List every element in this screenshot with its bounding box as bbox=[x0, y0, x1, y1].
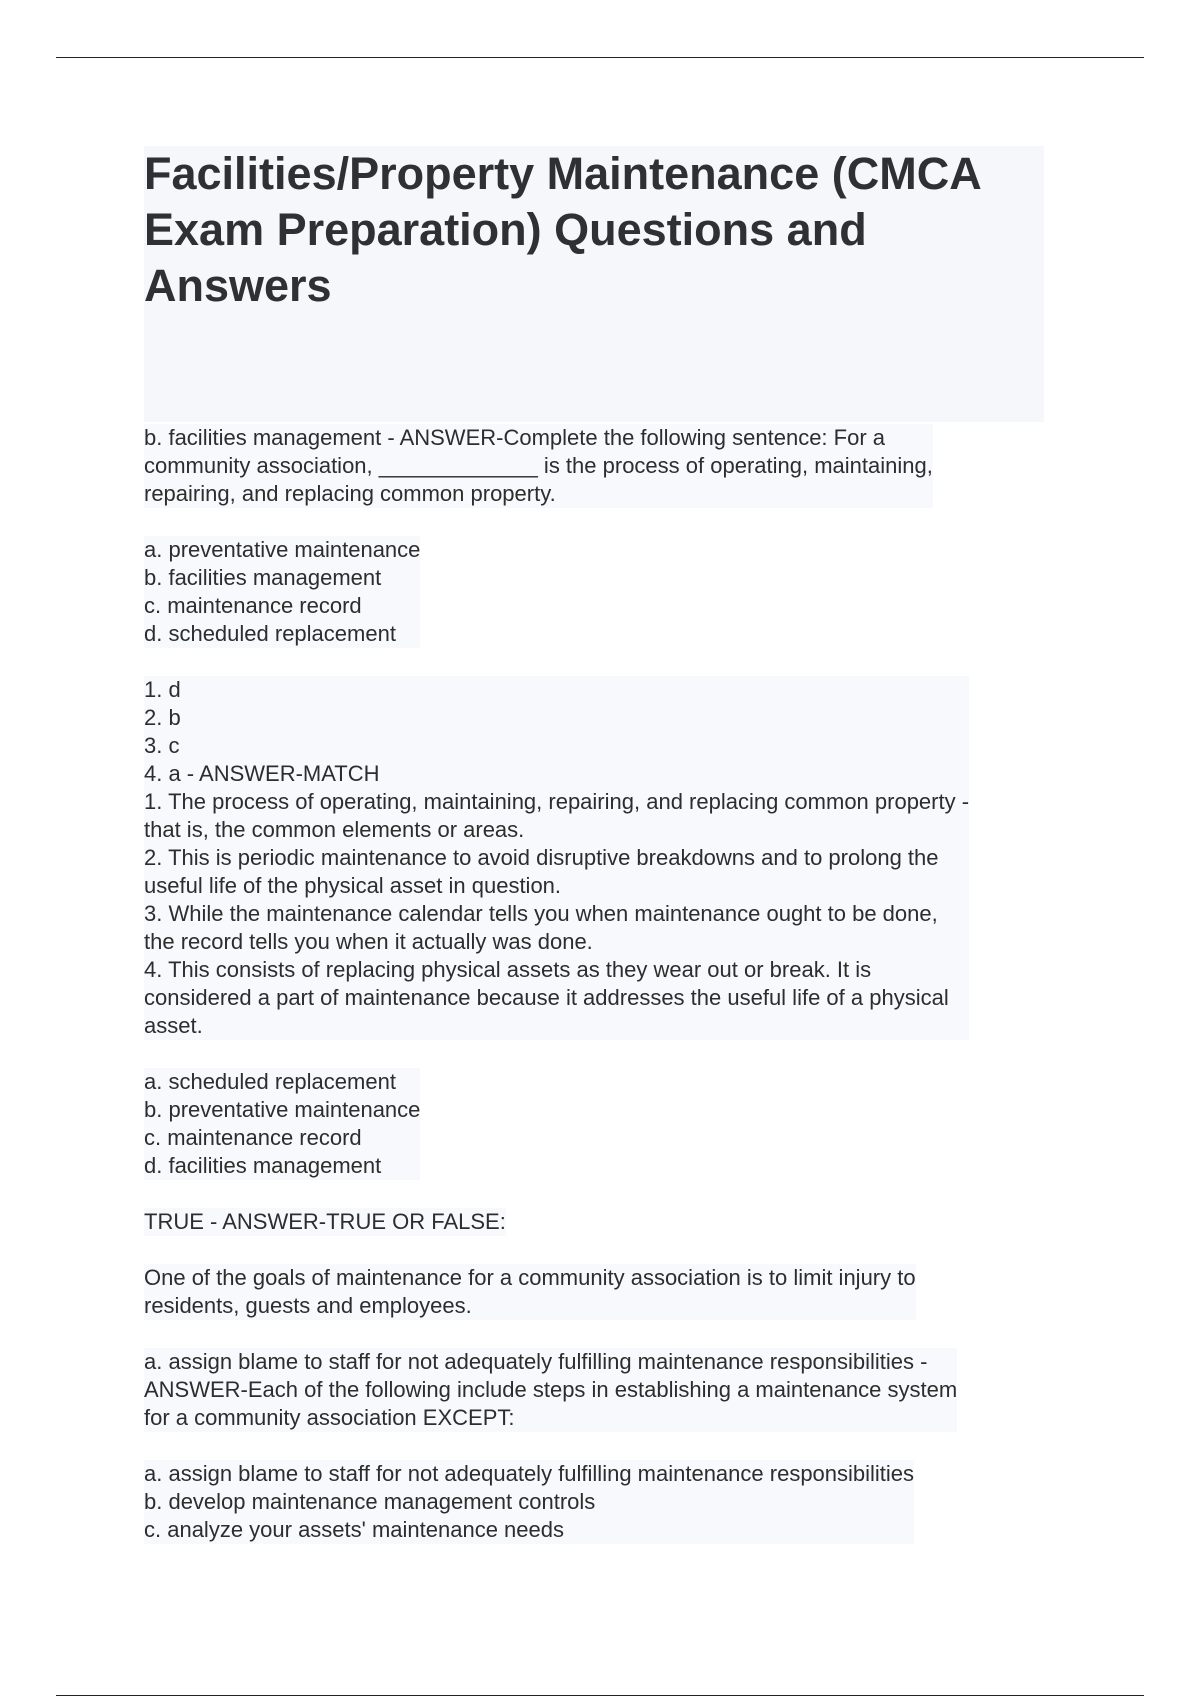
title-line: Facilities/Property Maintenance (CMCA bbox=[144, 148, 982, 199]
text-line: the record tells you when it actually was done. bbox=[144, 929, 593, 954]
paragraph bbox=[144, 536, 420, 648]
text-line: One of the goals of maintenance for a community association is to limit injury to bbox=[144, 1265, 916, 1290]
text-line: for a community association EXCEPT: bbox=[144, 1405, 515, 1430]
text-line: 1. d bbox=[144, 677, 181, 702]
text-line: 4. a - ANSWER-MATCH bbox=[144, 761, 380, 786]
text-line: d. scheduled replacement bbox=[144, 621, 396, 646]
text-line: a. preventative maintenance bbox=[144, 537, 421, 562]
text-line: community association, _____________ is the process of operating, maintaining, bbox=[144, 453, 933, 478]
title-line: Answers bbox=[144, 260, 332, 311]
paragraph-gap bbox=[144, 1236, 1074, 1264]
title-line: Exam Preparation) Questions and bbox=[144, 204, 867, 255]
text-line: 3. While the maintenance calendar tells you when maintenance ought to be done, bbox=[144, 901, 938, 926]
document-title bbox=[144, 146, 1044, 314]
text-line: 1. The process of operating, maintaining, repairing, and replacing common property - bbox=[144, 789, 970, 814]
text-line: 4. This consists of replacing physical assets as they wear out or break. It is bbox=[144, 957, 872, 982]
text-line: d. facilities management bbox=[144, 1153, 382, 1178]
text-line: repairing, and replacing common property. bbox=[144, 481, 556, 506]
paragraph-gap bbox=[144, 648, 1074, 676]
top-rule bbox=[56, 57, 1144, 58]
text-line: b. facilities management - ANSWER-Complete the following sentence: For a bbox=[144, 425, 885, 450]
text-line: useful life of the physical asset in question. bbox=[144, 873, 562, 898]
paragraph-gap bbox=[144, 1040, 1074, 1068]
text-line: that is, the common elements or areas. bbox=[144, 817, 525, 842]
text-line: considered a part of maintenance because it addresses the useful life of a physical bbox=[144, 985, 949, 1010]
text-line: c. maintenance record bbox=[144, 1125, 362, 1150]
paragraph bbox=[144, 1348, 957, 1432]
paragraph-gap bbox=[144, 1320, 1074, 1348]
text-line: a. assign blame to staff for not adequately fulfilling maintenance responsibilities - bbox=[144, 1349, 928, 1374]
paragraph bbox=[144, 676, 969, 1040]
text-line: residents, guests and employees. bbox=[144, 1293, 472, 1318]
text-line: 3. c bbox=[144, 733, 180, 758]
paragraph bbox=[144, 1208, 506, 1236]
text-line: 2. b bbox=[144, 705, 181, 730]
bottom-rule bbox=[56, 1695, 1144, 1696]
paragraph-gap bbox=[144, 508, 1074, 536]
paragraph bbox=[144, 1068, 420, 1180]
document-body bbox=[144, 424, 1074, 1544]
text-line: a. assign blame to staff for not adequately fulfilling maintenance responsibilities bbox=[144, 1461, 915, 1486]
paragraph bbox=[144, 1460, 914, 1544]
title-block bbox=[144, 146, 1044, 422]
paragraph-gap bbox=[144, 1180, 1074, 1208]
paragraph bbox=[144, 424, 933, 508]
text-line: TRUE - ANSWER-TRUE OR FALSE: bbox=[144, 1209, 506, 1234]
paragraph-gap bbox=[144, 1432, 1074, 1460]
text-line: b. facilities management bbox=[144, 565, 382, 590]
text-line: ANSWER-Each of the following include steps in establishing a maintenance system bbox=[144, 1377, 958, 1402]
text-line: c. maintenance record bbox=[144, 593, 362, 618]
text-line: b. preventative maintenance bbox=[144, 1097, 421, 1122]
paragraph bbox=[144, 1264, 916, 1320]
text-line: a. scheduled replacement bbox=[144, 1069, 396, 1094]
text-line: 2. This is periodic maintenance to avoid disruptive breakdowns and to prolong the bbox=[144, 845, 939, 870]
text-line: asset. bbox=[144, 1013, 203, 1038]
text-line: c. analyze your assets' maintenance needs bbox=[144, 1517, 564, 1542]
text-line: b. develop maintenance management controls bbox=[144, 1489, 596, 1514]
